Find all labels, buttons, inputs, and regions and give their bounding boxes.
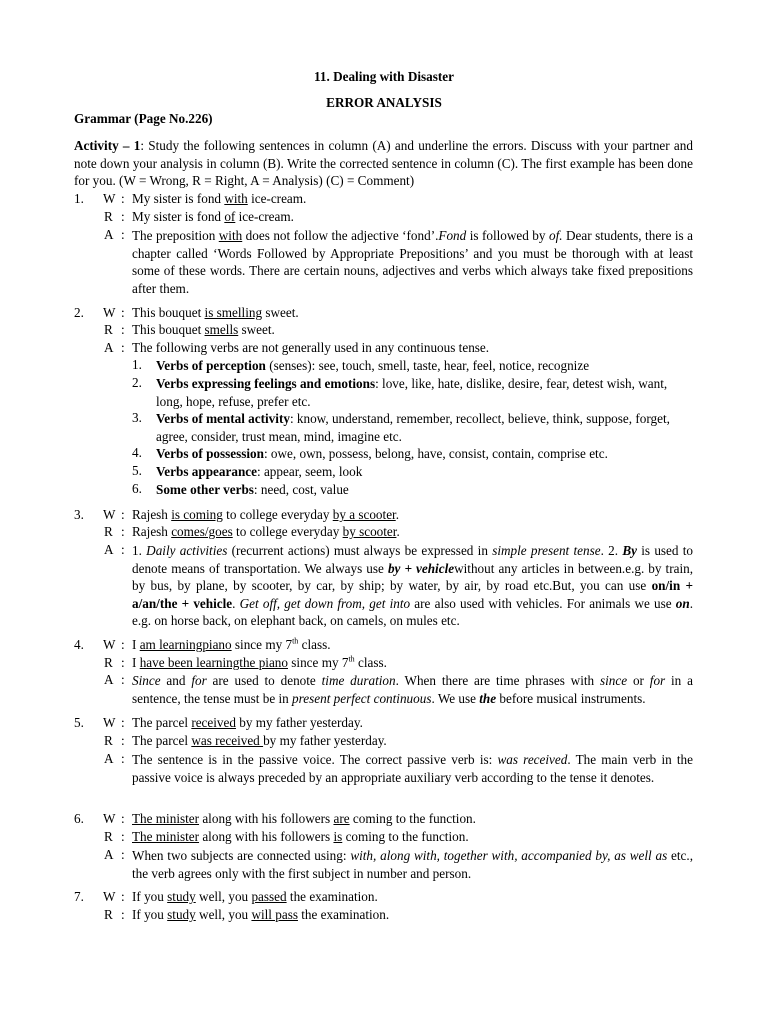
label-a: A	[104, 847, 114, 862]
item-number: 6.	[74, 811, 84, 826]
activity-text: : Study the following sentences in column (A) and underline the errors. Discuss with your partner and note down your analysis in column (B). Write the corrected sentence in column (C). The first example has been done for you. (W = Wrong, R = Right, A = Analysis) (C) = Comment)	[74, 138, 693, 188]
right-sentence: If you study well, you will pass the examination.	[132, 907, 390, 922]
colon: :	[121, 733, 125, 748]
right-sentence: The minister along with his followers is coming to the function.	[132, 829, 469, 844]
section-title: ERROR ANALYSIS	[326, 95, 442, 110]
colon: :	[121, 637, 125, 652]
colon: :	[121, 811, 125, 826]
item-number: 7.	[74, 889, 84, 904]
item-number: 1.	[74, 191, 84, 206]
grammar-heading: Grammar (Page No.226)	[74, 111, 213, 126]
list-item: Verbs of possession: owe, own, possess, belong, have, consist, contain, comprise etc.	[156, 446, 608, 461]
colon: :	[121, 305, 125, 320]
analysis-text: Since and for are used to denote time duration. When there are time phrases with since or for in a sentence, the tense must be in present perfect continuous. We use the before musical instruments.	[132, 673, 693, 706]
list-item: Some other verbs: need, cost, value	[156, 482, 349, 497]
right-sentence: Rajesh comes/goes to college everyday by scooter.	[132, 524, 400, 539]
label-r: R	[104, 829, 113, 844]
colon: :	[121, 715, 125, 730]
analysis-text: The preposition with does not follow the adjective ‘fond’.Fond is followed by of. Dear students, there is a chapter called ‘Words Followed by Appropriate Prepositions’ and you must be thorough with at least some of these words. There are certain nouns, adjectives and verbs which always take fixed prepositions after them.	[132, 228, 693, 296]
label-r: R	[104, 322, 113, 337]
label-a: A	[104, 340, 114, 355]
label-w: W	[103, 889, 116, 904]
list-number: 3.	[132, 410, 142, 425]
colon: :	[121, 322, 125, 337]
label-w: W	[103, 715, 116, 730]
chapter-title: 11. Dealing with Disaster	[314, 69, 454, 84]
label-w: W	[103, 191, 116, 206]
colon: :	[121, 524, 125, 539]
list-item: Verbs appearance: appear, seem, look	[156, 464, 363, 479]
list-number: 1.	[132, 357, 142, 372]
colon: :	[121, 227, 125, 242]
right-sentence: This bouquet smells sweet.	[132, 322, 275, 337]
colon: :	[121, 340, 125, 355]
list-number: 6.	[132, 481, 142, 496]
colon: :	[121, 209, 125, 224]
item-number: 5.	[74, 715, 84, 730]
item-number: 2.	[74, 305, 84, 320]
label-r: R	[104, 733, 113, 748]
wrong-sentence: Rajesh is coming to college everyday by a scooter.	[132, 507, 400, 522]
colon: :	[121, 655, 125, 670]
label-r: R	[104, 524, 113, 539]
wrong-sentence: The minister along with his followers are coming to the function.	[132, 811, 476, 826]
analysis-text: 1. Daily activities (recurrent actions) must always be expressed in simple present tense. 2. By is used to denote means of transportation. We always use by + vehiclewithout any articles in between.e.g. by train, by bus, by plane, by scooter, by car, by ship; by water, by air, by road etc.But, you can use on/in + a/an/the + vehicle. Get off, get down from, get into are also used with vehicles. For animals we use on. e.g. on horse back, on elephant back, on camels, on mules etc.	[132, 543, 694, 628]
wrong-sentence: The parcel received by my father yesterday.	[132, 715, 363, 730]
right-sentence: My sister is fond of ice-cream.	[132, 209, 294, 224]
list-number: 2.	[132, 375, 142, 390]
item-number: 3.	[74, 507, 84, 522]
label-r: R	[104, 655, 113, 670]
label-a: A	[104, 751, 114, 766]
label-r: R	[104, 907, 113, 922]
wrong-sentence: This bouquet is smelling sweet.	[132, 305, 299, 320]
colon: :	[121, 542, 125, 557]
list-number: 5.	[132, 463, 142, 478]
wrong-sentence: My sister is fond with ice-cream.	[132, 191, 307, 206]
analysis-text: The following verbs are not generally used in any continuous tense.	[132, 340, 490, 355]
label-r: R	[104, 209, 113, 224]
colon: :	[121, 751, 125, 766]
wrong-sentence: I am learningpiano since my 7th class.	[132, 636, 331, 652]
activity-instructions	[74, 137, 693, 190]
wrong-sentence: If you study well, you passed the examination.	[132, 889, 378, 904]
colon: :	[121, 191, 125, 206]
list-item: Verbs of mental activity: know, understand, remember, recollect, believe, think, suppose, forget, agree, consider, trust mean, mind, imagine etc.	[156, 411, 670, 444]
item-number: 4.	[74, 637, 84, 652]
label-a: A	[104, 227, 114, 242]
colon: :	[121, 829, 125, 844]
right-sentence: I have been learningthe piano since my 7th class.	[132, 654, 387, 670]
label-a: A	[104, 672, 114, 687]
colon: :	[121, 907, 125, 922]
label-w: W	[103, 811, 116, 826]
analysis-text: When two subjects are connected using: with, along with, together with, accompanied by, as well as etc., the verb agrees only with the first subject in number and person.	[132, 848, 693, 881]
colon: :	[121, 889, 125, 904]
right-sentence: The parcel was received by my father yesterday.	[132, 733, 387, 748]
activity-label: Activity – 1	[74, 138, 141, 153]
label-a: A	[104, 542, 114, 557]
label-w: W	[103, 305, 116, 320]
list-item: Verbs expressing feelings and emotions: love, like, hate, dislike, desire, fear, detest wish, want, long, hope, refuse, prefer etc.	[156, 376, 668, 409]
colon: :	[121, 672, 125, 687]
colon: :	[121, 847, 125, 862]
label-w: W	[103, 507, 116, 522]
list-number: 4.	[132, 445, 142, 460]
colon: :	[121, 507, 125, 522]
analysis-text: The sentence is in the passive voice. The correct passive verb is: was received. The main verb in the passive voice is always preceded by an appropriate auxiliary verb according to the tense it denotes.	[132, 752, 693, 785]
label-w: W	[103, 637, 116, 652]
list-item: Verbs of perception (senses): see, touch, smell, taste, hear, feel, notice, recognize	[156, 358, 590, 373]
